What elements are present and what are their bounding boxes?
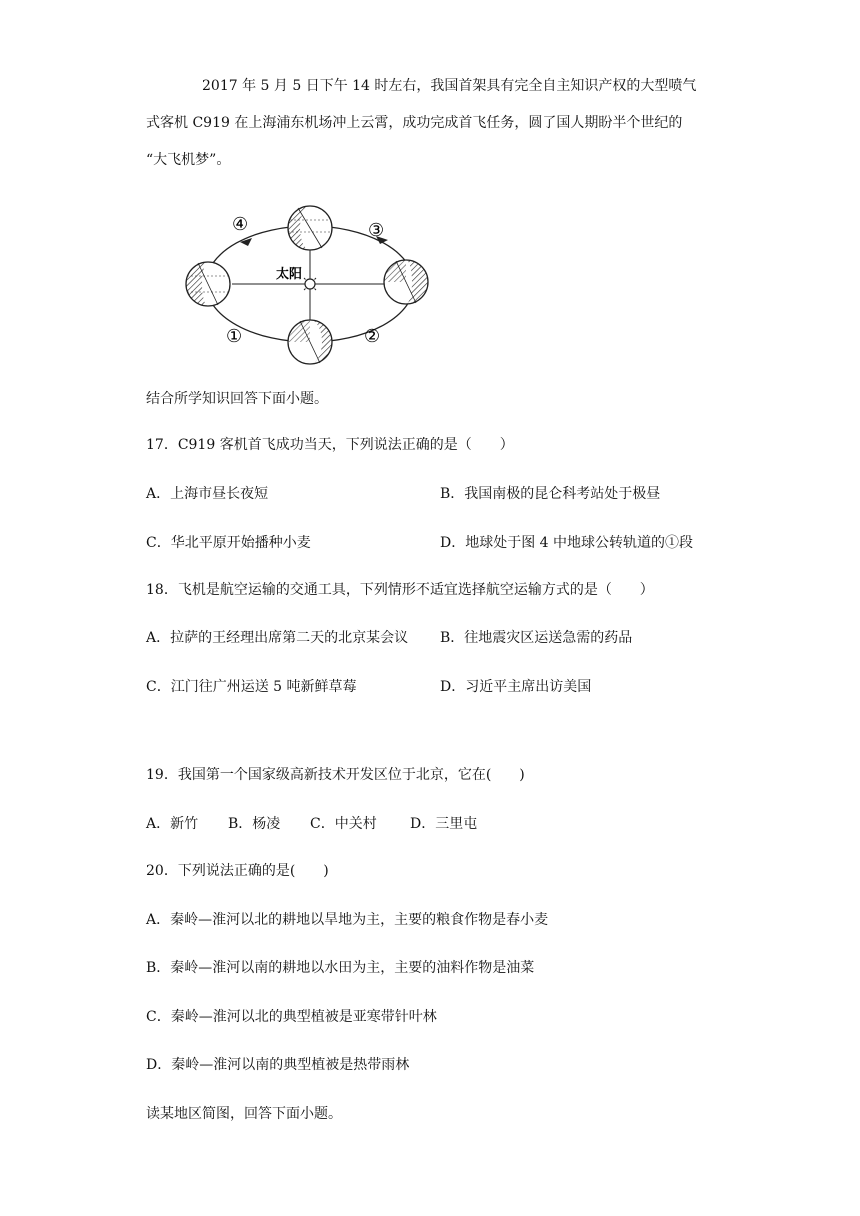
question-17-option-d[interactable]: D．地球处于图 4 中地球公转轨道的①段 [440, 535, 694, 551]
question-17-stem: 17．C919 客机首飞成功当天，下列说法正确的是（ ） [146, 437, 514, 453]
question-18-option-d[interactable]: D．习近平主席出访美国 [440, 679, 592, 695]
question-17-option-c[interactable]: C．华北平原开始播种小麦 [146, 535, 311, 551]
instruction-text-map: 读某地区简图，回答下面小题。 [146, 1106, 342, 1122]
earth-bottom-icon [288, 320, 332, 364]
instruction-text: 结合所学知识回答下面小题。 [146, 391, 328, 407]
marker-3: ③ [368, 220, 385, 241]
marker-1: ① [226, 326, 243, 347]
question-19-option-c[interactable]: C．中关村 [310, 816, 377, 832]
question-18-option-b[interactable]: B．往地震灾区运送急需的药品 [440, 630, 633, 646]
question-19-option-d[interactable]: D．三里屯 [410, 816, 478, 832]
question-17-option-b[interactable]: B．我国南极的昆仑科考站处于极昼 [440, 486, 661, 502]
intro-line-2: 式客机 C919 在上海浦东机场冲上云霄，成功完成首飞任务，圆了国人期盼半个世纪的 [146, 115, 683, 131]
marker-2: ② [364, 326, 381, 347]
question-20-stem: 20．下列说法正确的是( ) [146, 863, 329, 879]
question-17-option-a[interactable]: A．上海市昼长夜短 [146, 486, 269, 502]
question-18-option-a[interactable]: A．拉萨的王经理出席第二天的北京某会议 [146, 630, 409, 646]
question-19-stem: 19．我国第一个国家级高新技术开发区位于北京，它在( ) [146, 767, 525, 783]
question-19-option-b[interactable]: B．杨凌 [228, 816, 281, 832]
question-20-option-c[interactable]: C．秦岭—淮河以北的典型植被是亚寒带针叶林 [146, 1009, 437, 1025]
orbit-arrow-icon [240, 238, 252, 246]
question-18-stem: 18．飞机是航空运输的交通工具，下列情形不适宜选择航空运输方式的是（ ） [146, 582, 654, 598]
intro-line-1: 2017 年 5 月 5 日下午 14 时左右，我国首架具有完全自主知识产权的大型喷气 [202, 78, 697, 94]
earth-left-icon [186, 262, 230, 306]
earth-top-icon [288, 206, 332, 250]
earth-orbit-diagram [180, 196, 440, 378]
question-20-option-d[interactable]: D．秦岭—淮河以南的典型植被是热带雨林 [146, 1057, 410, 1073]
intro-line-3: “大飞机梦”。 [146, 152, 231, 168]
question-20-option-b[interactable]: B．秦岭—淮河以南的耕地以水田为主，主要的油料作物是油菜 [146, 960, 535, 976]
marker-4: ④ [232, 214, 249, 235]
earth-right-icon [384, 260, 428, 304]
question-20-option-a[interactable]: A．秦岭—淮河以北的耕地以旱地为主，主要的粮食作物是春小麦 [146, 912, 549, 928]
question-18-option-c[interactable]: C．江门往广州运送 5 吨新鲜草莓 [146, 679, 357, 695]
question-19-option-a[interactable]: A．新竹 [146, 816, 199, 832]
sun-label: 太阳 [276, 267, 303, 282]
